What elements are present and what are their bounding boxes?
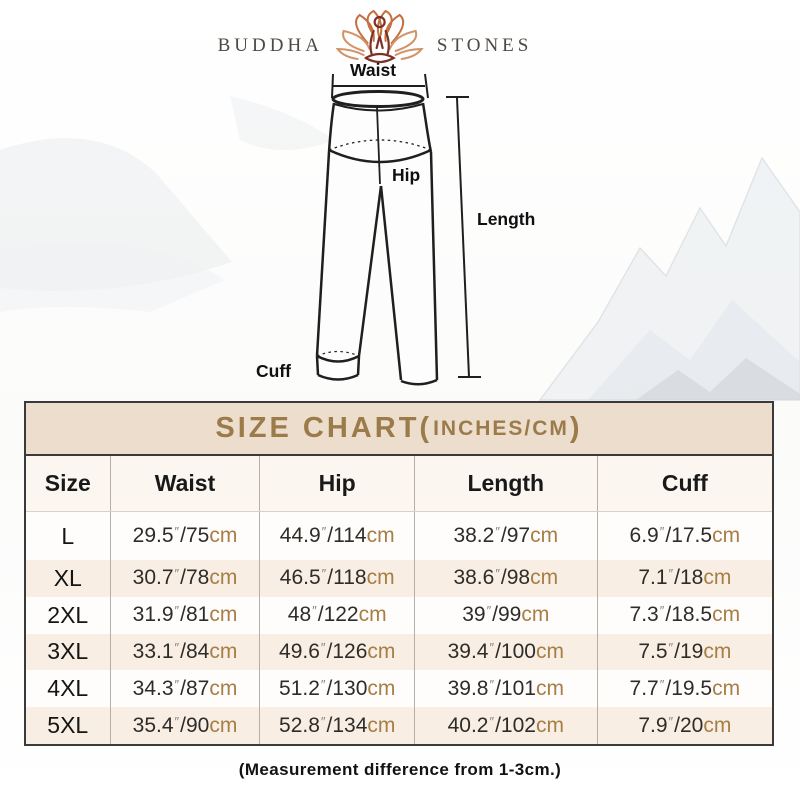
cm-unit: cm [530,524,559,547]
inch-mark: ″ [659,676,665,692]
brand-name-left: BUDDHA [217,35,323,56]
size-chart-title [26,403,772,456]
table-row-5xl [26,707,772,744]
cm-unit: cm [366,566,395,590]
inch-mark: ″ [321,566,327,582]
inch-mark: ″ [489,639,495,655]
size-label: XL [53,564,82,591]
size-label: L [61,522,75,549]
table-header-row [26,456,772,512]
inch-mark: ″ [495,524,500,539]
inch-mark: ″ [174,566,180,582]
measurement-value: 30.7″/78 cm [110,560,260,597]
size-label: 4XL [47,675,89,702]
measurement-value: 7.9″/20 cm [597,707,772,744]
inch-mark: ″ [320,639,326,655]
cm-unit: cm [209,566,238,590]
measurement-value: 35.4″/90 cm [110,707,260,744]
title-main: SIZE CHART [215,412,420,444]
cm-unit: cm [530,566,559,590]
measurement-value: 7.3″/18.5 cm [597,597,772,634]
cm-unit: cm [703,566,732,590]
inch-mark: ″ [668,639,674,655]
table-row-xl [26,560,772,597]
measurement-value: 33.1″/84 cm [110,634,260,671]
cm-unit: cm [209,639,238,663]
size-label: 3XL [47,638,89,665]
measurement-value: 31.9″/81 cm [110,597,260,634]
cm-unit: cm [712,603,741,627]
size-label: 2XL [47,601,89,628]
inch-mark: ″ [489,713,495,729]
size-label: 5XL [47,712,89,739]
column-header-hip: Hip [259,456,413,511]
cm-unit: cm [535,676,564,700]
cm-unit: cm [209,676,238,700]
inch-mark: ″ [174,639,180,655]
measurement-value: 48″/122 cm [259,597,413,634]
cm-unit: cm [209,524,238,547]
table-body [26,512,772,744]
measurement-value: 52.8″/134 cm [259,707,413,744]
measurement-value: 49.6″/126 cm [259,634,413,671]
cm-unit: cm [209,713,238,737]
inch-mark: ″ [668,566,674,582]
cm-unit: cm [367,713,396,737]
measurement-value: 7.7″/19.5 cm [597,670,772,707]
table-row-2xl [26,597,772,634]
measurement-value: 39.8″/101 cm [414,670,597,707]
measurement-footnote: (Measurement difference from 1-3cm.) [238,760,562,779]
column-header-cuff: Cuff [597,456,772,511]
column-header-size: Size [44,470,91,496]
inch-mark: ″ [495,566,500,582]
title-paren-open: ( [419,412,433,444]
cm-unit: cm [712,676,741,700]
inch-mark: ″ [489,676,495,692]
inch-mark: ″ [174,676,180,692]
inch-mark: ″ [321,524,327,539]
measurement-value: 44.9″/114 cm [259,512,413,560]
measurement-value: 7.5″/19 cm [597,634,772,671]
inch-mark: ″ [659,603,665,619]
brand-name-right: STONES [436,35,533,56]
cm-unit: cm [703,639,732,663]
inch-mark: ″ [486,603,492,619]
measurement-value: 6.9″/17.5 cm [597,512,772,560]
inch-mark: ″ [312,603,317,619]
cm-unit: cm [367,676,396,700]
inch-mark: ″ [174,603,180,619]
table-row-4xl [26,670,772,707]
cm-unit: cm [712,524,741,547]
cm-unit: cm [703,713,732,737]
measurement-value: 39″/99 cm [414,597,597,634]
cm-unit: cm [521,603,550,627]
cuff-label: Cuff [256,361,291,381]
inch-mark: ″ [174,524,180,539]
cm-unit: cm [209,603,238,627]
title-paren-close: ) [569,412,583,444]
inch-mark: ″ [320,713,326,729]
cm-unit: cm [358,603,387,627]
measurement-value: 40.2″/102 cm [414,707,597,744]
waist-label: Waist [350,60,397,80]
inch-mark: ″ [659,524,665,539]
cm-unit: cm [535,713,564,737]
measurement-value: 39.4″/100 cm [414,634,597,671]
cm-unit: cm [366,524,395,547]
measurement-value: 38.6″/98 cm [414,560,597,597]
table-row-3xl [26,634,772,671]
table-row-l [26,512,772,560]
cm-unit: cm [535,639,564,663]
inch-mark: ″ [174,713,180,729]
hip-label: Hip [392,165,421,185]
inch-mark: ″ [320,676,326,692]
measurement-value: 29.5″/75 cm [110,512,260,560]
measurement-value: 51.2″/130 cm [259,670,413,707]
column-header-waist: Waist [110,456,260,511]
inch-mark: ″ [668,713,674,729]
title-subtext: INCHES/CM [433,416,569,440]
measurement-value: 34.3″/87 cm [110,670,260,707]
measurement-value: 38.2″/97 cm [414,512,597,560]
column-header-length: Length [414,456,597,511]
measurement-value: 7.1″/18 cm [597,560,772,597]
size-chart-table [24,401,774,746]
measurement-value: 46.5″/118 cm [259,560,413,597]
cm-unit: cm [367,639,396,663]
length-label: Length [477,209,536,229]
